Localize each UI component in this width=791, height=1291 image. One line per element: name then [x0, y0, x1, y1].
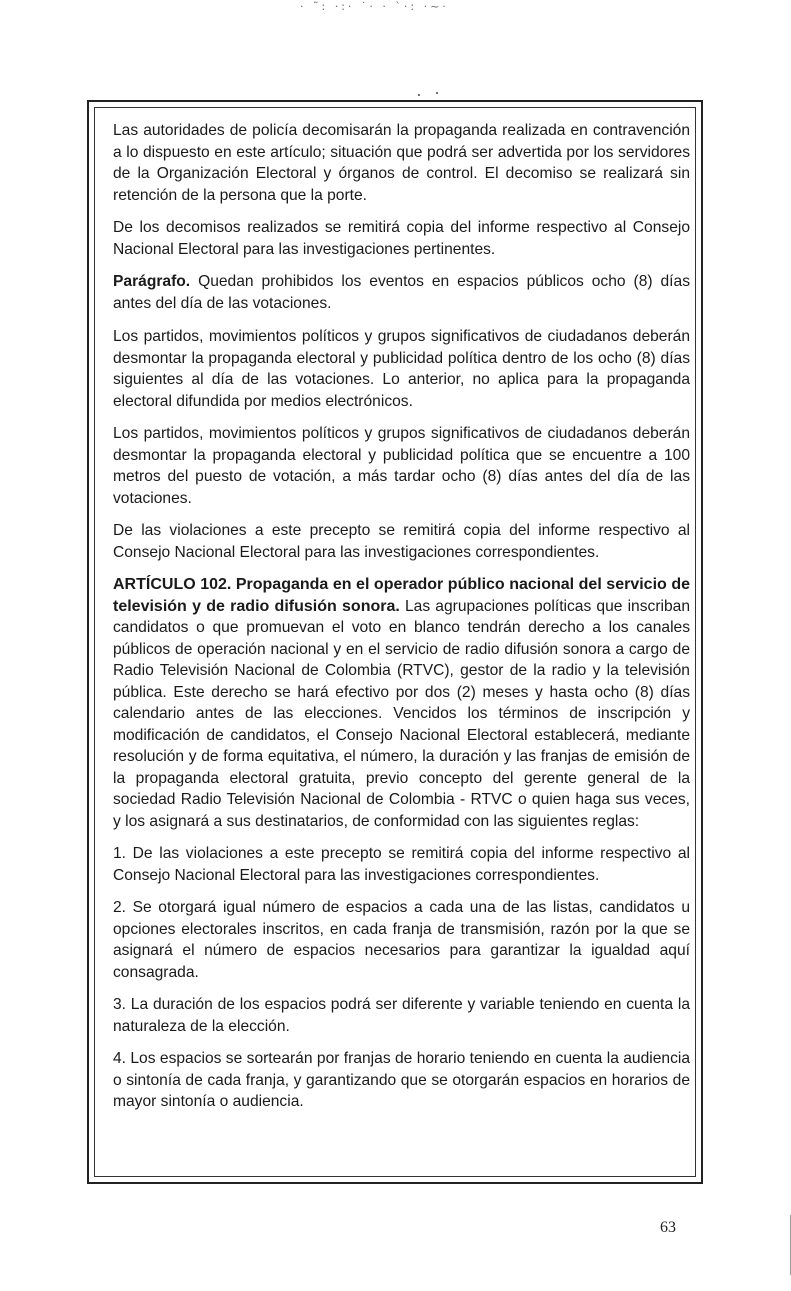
paragraph-paragrafo [113, 271, 690, 314]
scan-artifact-top: · ˜: ·:· ˙· · `·: ·~· [300, 0, 449, 13]
paragraph-articulo-102 [113, 574, 690, 832]
scan-speck [436, 92, 438, 94]
paragraph-informe-decomisos: De los decomisos realizados se remitirá copia del informe respectivo al Consejo Nacional Electoral para las investigaciones pertinentes. [113, 219, 690, 258]
paragraph-decomiso: Las autoridades de policía decomisarán la propaganda realizada en contravención a lo dispuesto en este artículo; situación que podrá ser advertida por los servidores de la Organización Electoral y órganos de control. El decomiso se realizará sin retención de la persona que la porte. [113, 122, 690, 204]
page-number: 63 [660, 1219, 676, 1236]
document-body [113, 120, 690, 1124]
paragraph-desmontar-ocho-dias: Los partidos, movimientos políticos y grupos significativos de ciudadanos deberán desmontar la propaganda electoral y publicidad política dentro de los ocho (8) días siguientes al día de las votaciones. Lo anterior, no aplica para la propaganda electoral difundida por medios electrónicos. [113, 328, 690, 410]
paragraph-desmontar-100-metros: Los partidos, movimientos políticos y grupos significativos de ciudadanos deberán desmontar la propaganda electoral y publicidad política que se encuentre a 100 metros del puesto de votación, a más tardar ocho (8) días antes del día de las votaciones. [113, 425, 690, 507]
rule-item-1: 1. De las violaciones a este precepto se remitirá copia del informe respectivo al Consejo Nacional Electoral para las investigaciones correspondientes. [113, 845, 690, 884]
rule-item-3: 3. La duración de los espacios podrá ser diferente y variable teniendo en cuenta la naturaleza de la elección. [113, 996, 690, 1035]
rule-item-4: 4. Los espacios se sortearán por franjas de horario teniendo en cuenta la audiencia o sintonía de cada franja, y garantizando que se otorgarán espacios en horarios de mayor sintonía o audiencia. [113, 1050, 690, 1110]
paragrafo-label: Parágrafo. [113, 273, 191, 290]
rule-item-2: 2. Se otorgará igual número de espacios a cada una de las listas, candidatos u opciones electorales inscritos, en cada franja de transmisión, razón por la que se asignará el número de espacios necesarios para garantizar la igualdad aquí consagrada. [113, 899, 690, 981]
paragrafo-text: Quedan prohibidos los eventos en espacios públicos ocho (8) días antes del día de las votaciones. [113, 273, 690, 312]
articulo-102-text: Las agrupaciones políticas que inscriban candidatos o que promuevan el voto en blanco tendrán derecho a los canales públicos de operación nacional y en el servicio de radio difusión sonora a cargo de Radio Televisión Nacional de Colombia (RTVC), gestor de la radio y la televisión pública. Este derecho se hará efectivo por dos (2) meses y hasta ocho (8) días calendario antes de las elecciones. Vencidos los términos de inscripción y modificación de candidatos, el Consejo Nacional Electoral establecerá, mediante resolución y de forma equitativa, el número, la duración y las franjas de emisión de la propaganda electoral gratuita, previo concepto del gerente general de la sociedad Radio Televisión Nacional de Colombia - RTVC o quien haga sus veces, y los asignará a sus destinatarios, de conformidad con las siguientes reglas: [113, 597, 690, 830]
paragraph-violaciones: De las violaciones a este precepto se remitirá copia del informe respectivo al Consejo Nacional Electoral para las investigaciones correspondientes. [113, 522, 690, 561]
articulo-102-heading: ARTÍCULO 102. Propaganda en el operador público nacional del servicio de televisión y de radio difusión sonora. [113, 576, 690, 615]
scan-speck [418, 94, 420, 96]
